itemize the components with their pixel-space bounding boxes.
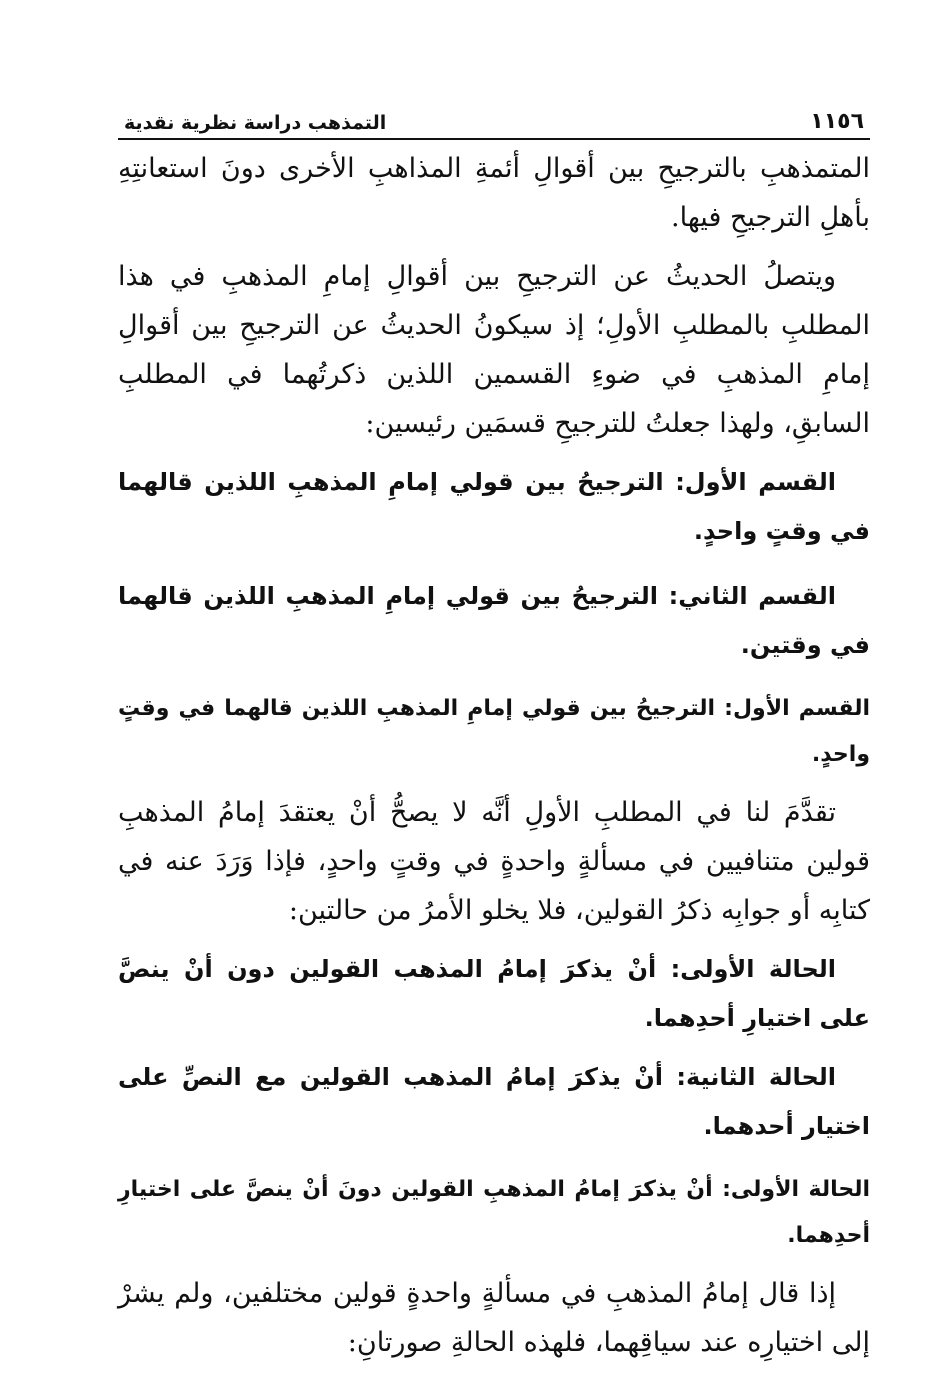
section-one-item: القسم الأول: الترجيحُ بين قولي إمامِ المذهبِ اللذين قالهما في وقتٍ واحدٍ. — [118, 468, 870, 545]
section-one-heading: القسم الأول: الترجيحُ بين قولي إمامِ المذهبِ اللذين قالهما في وقتٍ واحدٍ. — [118, 696, 870, 767]
running-title: التمذهب دراسة نظرية نقدية — [124, 112, 387, 134]
page-number: ١١٥٦ — [810, 109, 864, 134]
case-two-item: الحالة الثانية: أنْ يذكرَ إمامُ المذهب القولين مع النصِّ على اختيار أحدهما. — [118, 1063, 870, 1140]
section-two-item: القسم الثاني: الترجيحُ بين قولي إمامِ المذهبِ اللذين قالهما في وقتين. — [118, 582, 870, 659]
paragraph-3: تقدَّمَ لنا في المطلبِ الأولِ أنَّه لا يصحُّ أنْ يعتقدَ إمامُ المذهبِ قولين متنافيين في مسألةٍ واحدةٍ في وقتٍ واحدٍ، فإذا وَرَدَ عنه في كتابِه أو جوابِه ذكرُ القولين، فلا يخلو الأمرُ من حالتين: — [118, 797, 870, 926]
paragraph-1: المتمذهبِ بالترجيحِ بين أقوالِ أئمةِ المذاهبِ الأخرى دونَ استعانتِهِ بأهلِ الترجيحِ فيها. — [118, 153, 870, 233]
case-one-item: الحالة الأولى: أنْ يذكرَ إمامُ المذهب القولين دون أنْ ينصَّ على اختيارِ أحدِهما. — [118, 955, 870, 1032]
page-header — [118, 100, 870, 140]
paragraph-2: ويتصلُ الحديثُ عن الترجيحِ بين أقوالِ إمامِ المذهبِ في هذا المطلبِ بالمطلبِ الأولِ؛ إذ سيكونُ الحديثُ عن الترجيحِ بين أقوالِ إمامِ المذهبِ في ضوءِ القسمين اللذين ذكرتُهما في المطلبِ السابقِ، ولهذا جعلتُ للترجيحِ قسمَين رئيسين: — [118, 261, 870, 439]
paragraph-4: إذا قال إمامُ المذهبِ في مسألةٍ واحدةٍ قولين مختلفين، ولم يشرْ إلى اختيارِه عند سياقِهما، فلهذه الحالةِ صورتانِ: — [118, 1278, 870, 1358]
page-content — [118, 144, 870, 1367]
document-page — [118, 100, 870, 1367]
case-one-heading: الحالة الأولى: أنْ يذكرَ إمامُ المذهبِ القولين دونَ أنْ ينصَّ على اختيارِ أحدِهما. — [118, 1177, 870, 1248]
